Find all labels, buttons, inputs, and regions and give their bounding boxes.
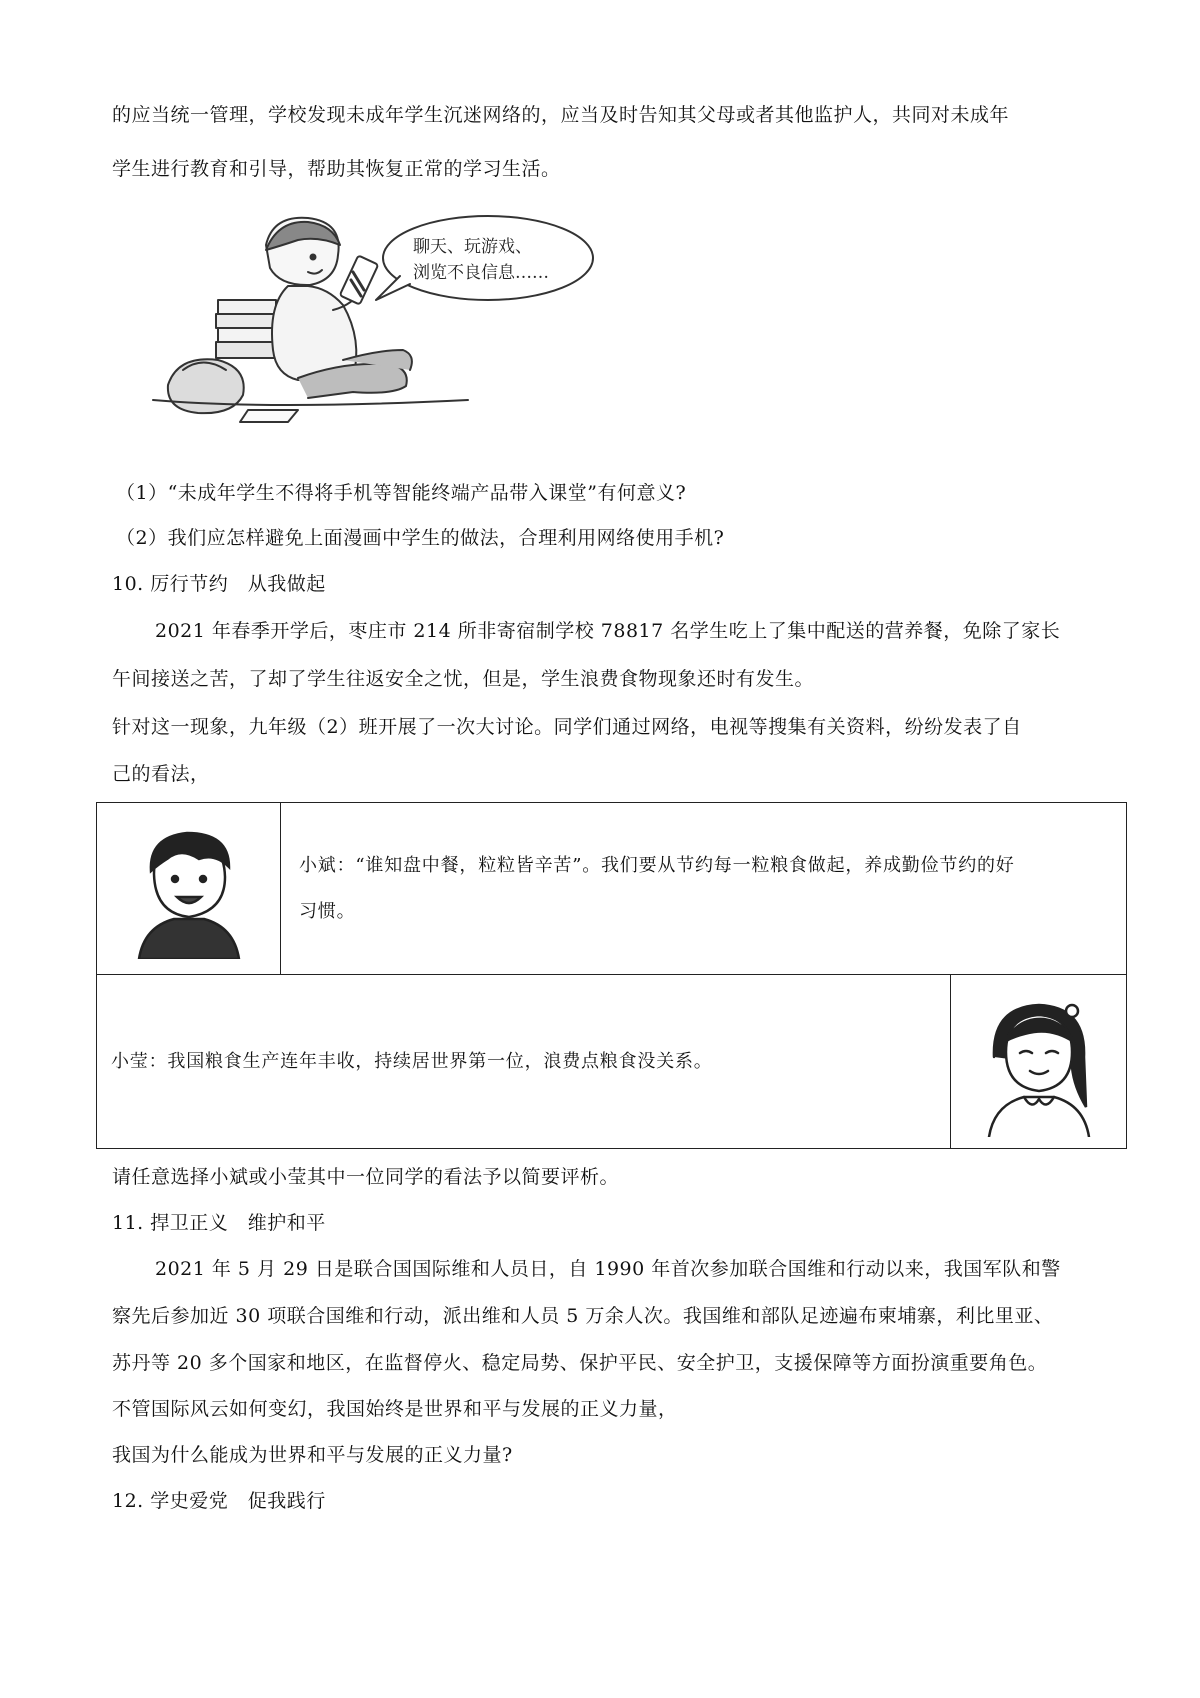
section-11-question: 我国为什么能成为世界和平与发展的正义力量? <box>112 1444 513 1466</box>
opinion-row-xiaoying <box>97 975 1127 1149</box>
comic-speech-line-1: 聊天、玩游戏、 <box>413 237 532 257</box>
intro-line-2: 学生进行教育和引导，帮助其恢复正常的学习生活。 <box>112 158 561 180</box>
girl-portrait <box>964 987 1114 1137</box>
xiaobin-opinion-line-1: 小斌：“谁知盘中餐，粒粒皆辛苦”。我们要从节约每一粒粮食做起，养成勤俭节约的好 <box>299 854 1015 876</box>
xiaobin-opinion-cell <box>281 803 1127 975</box>
section-11-line-2: 察先后参加近 30 项联合国维和行动，派出维和人员 5 万余人次。我国维和部队足迹遍布柬埔寨，利比里亚、 <box>112 1305 1054 1327</box>
section-10-p1-line-1: 2021 年春季开学后，枣庄市 214 所非寄宿制学校 78817 名学生吃上了集中配送的营养餐，免除了家长 <box>155 620 1061 642</box>
xiaobin-opinion-line-2: 习惯。 <box>299 900 356 922</box>
question-9-2: （2）我们应怎样避免上面漫画中学生的做法，合理利用网络使用手机? <box>116 527 725 549</box>
xiaoying-opinion-cell <box>97 975 951 1149</box>
section-10-p2-line-1: 针对这一现象，九年级（2）班开展了一次大讨论。同学们通过网络，电视等搜集有关资料，纷纷发表了自 <box>112 716 1022 738</box>
section-11-line-3: 苏丹等 20 多个国家和地区，在监督停火、稳定局势、保护平民、安全护卫，支援保障等方面扮演重要角色。 <box>112 1352 1048 1374</box>
section-10-p2-line-2: 己的看法， <box>112 763 210 785</box>
section-10-heading: 10. 厉行节约 从我做起 <box>112 573 326 595</box>
section-11-heading: 11. 捍卫正义 维护和平 <box>112 1212 326 1234</box>
xiaobin-portrait-cell <box>97 803 281 975</box>
section-12-heading: 12. 学史爱党 促我践行 <box>112 1490 326 1512</box>
section-10-p1-line-2: 午间接送之苦，了却了学生往返安全之忧，但是，学生浪费食物现象还时有发生。 <box>112 668 815 690</box>
opinion-row-xiaobin <box>97 803 1127 975</box>
intro-line-1: 的应当统一管理，学校发现未成年学生沉迷网络的，应当及时告知其父母或者其他监护人，共同对未成年 <box>112 104 1010 126</box>
section-10-prompt: 请任意选择小斌或小莹其中一位同学的看法予以简要评析。 <box>112 1166 620 1188</box>
section-11-line-1: 2021 年 5 月 29 日是联合国国际维和人员日，自 1990 年首次参加联合国维和行动以来，我国军队和警 <box>155 1258 1061 1280</box>
comic-illustration <box>148 210 628 450</box>
xiaoying-portrait-cell <box>951 975 1127 1149</box>
boy-portrait <box>119 819 259 959</box>
comic-speech-line-2: 浏览不良信息…… <box>413 263 549 283</box>
question-9-1: （1）“未成年学生不得将手机等智能终端产品带入课堂”有何意义? <box>116 482 687 504</box>
xiaoying-opinion-text: 小莹：我国粮食生产连年丰收，持续居世界第一位，浪费点粮食没关系。 <box>111 1050 713 1072</box>
opinions-table <box>96 802 1127 1149</box>
section-11-line-4: 不管国际风云如何变幻，我国始终是世界和平与发展的正义力量， <box>112 1398 678 1420</box>
